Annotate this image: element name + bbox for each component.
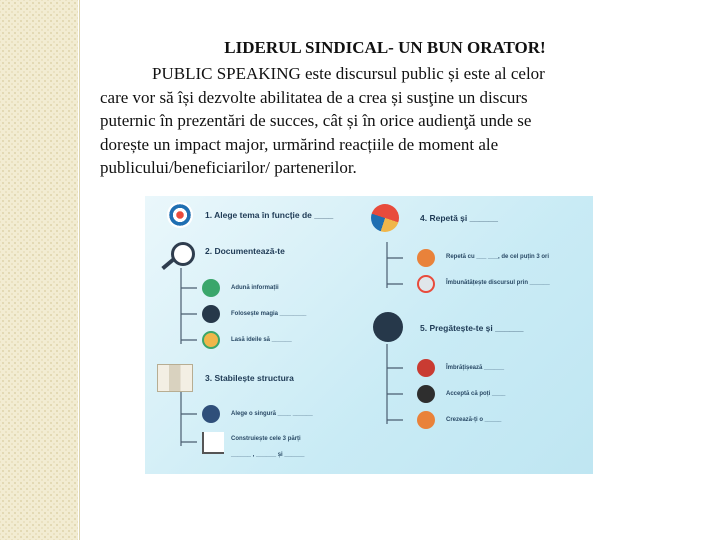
speaker-icon bbox=[417, 249, 435, 267]
magnifier-icon bbox=[159, 242, 193, 272]
body-line: puternic în prezentări de succes, cât și în orice audienţă unde se bbox=[100, 111, 532, 130]
step-4-item: Repetă cu ___ ___, de cel puțin 3 ori bbox=[446, 254, 550, 260]
chart-icon bbox=[202, 432, 224, 454]
cycle-icon bbox=[371, 204, 399, 232]
body-paragraph bbox=[100, 62, 660, 180]
body-line: dorește un impact major, urmărind reacțiile de moment ale bbox=[100, 134, 499, 154]
step-5-label: 5. Pregătește-te și ______ bbox=[420, 323, 524, 333]
step-3-item: Alege o singură ____ ______ bbox=[231, 411, 313, 417]
rocket-icon bbox=[373, 312, 403, 342]
public-speaking-infographic bbox=[145, 196, 593, 474]
page-title: LIDERUL SINDICAL- UN BUN ORATOR! bbox=[224, 38, 546, 57]
body-line: PUBLIC SPEAKING este discursul public și este al celor bbox=[152, 64, 545, 83]
target-icon bbox=[167, 202, 193, 228]
magic-wand-icon bbox=[202, 305, 220, 323]
step-2-item: Lasă ideile să ______ bbox=[231, 337, 292, 343]
decorative-side-strip bbox=[0, 0, 78, 540]
step-4-item: Îmbunătățește discursul prin ______ bbox=[446, 280, 550, 286]
document-icon bbox=[202, 279, 220, 297]
step-5-item: Îmbrățișează ______ bbox=[446, 365, 505, 371]
body-line: publicului/beneficiarilor/ partenerilor. bbox=[100, 158, 357, 177]
step-3-item: ______ , ______ și ______ bbox=[231, 452, 305, 458]
runner-icon bbox=[417, 385, 435, 403]
step-5-item: Acceptă că poți ____ bbox=[446, 391, 506, 397]
step-4-label: 4. Repetă și ______ bbox=[420, 213, 498, 223]
gift-icon bbox=[417, 411, 435, 429]
step-2-label: 2. Documentează-te bbox=[205, 246, 285, 256]
step-1-label: 1. Alege tema în funcție de ____ bbox=[205, 210, 334, 220]
presentation-icon bbox=[417, 275, 435, 293]
side-divider bbox=[79, 0, 80, 540]
hug-icon bbox=[417, 359, 435, 377]
step-2-item: Folosește magia ________ bbox=[231, 311, 307, 317]
step-5-item: Crezează-ți o _____ bbox=[446, 417, 502, 423]
step-3-item: Construiește cele 3 părți bbox=[231, 436, 301, 442]
step-3-label: 3. Stabilește structura bbox=[205, 373, 294, 383]
compass-icon bbox=[202, 405, 220, 423]
idea-icon bbox=[202, 331, 220, 349]
body-line: care vor să își dezvolte abilitatea de a crea și susţine un discurs bbox=[100, 87, 528, 107]
step-2-item: Adună informații bbox=[231, 285, 279, 291]
map-icon bbox=[157, 364, 193, 392]
